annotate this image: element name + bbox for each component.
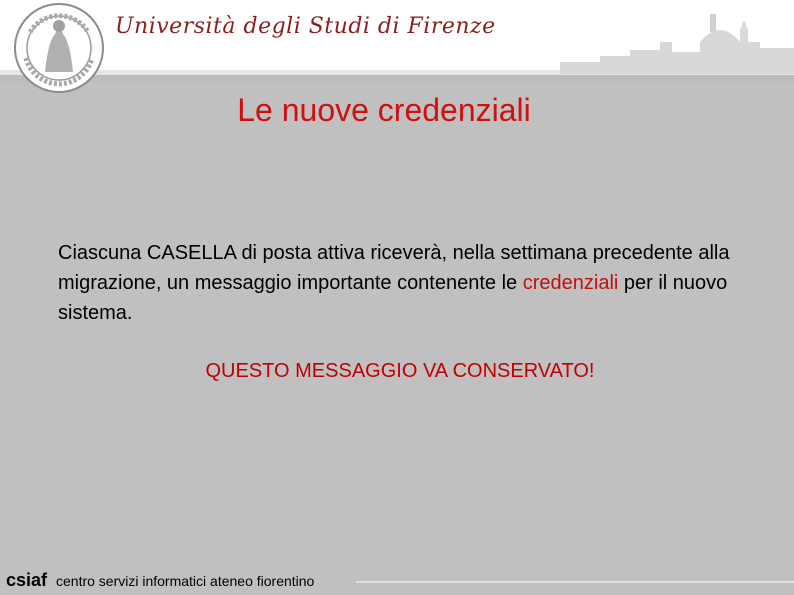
slide-title-wrap xyxy=(0,92,794,129)
footer-logo: csiaf xyxy=(6,570,48,590)
paragraph-part2: per il nuovo sistema. xyxy=(58,272,728,324)
university-name: Università degli Studi di Firenze xyxy=(115,14,496,39)
footer-text: centro servizi informatici ateneo fiorentino xyxy=(56,573,315,589)
slide-title: Le nuove credenziali xyxy=(237,92,531,128)
warning-text: QUESTO MESSAGGIO VA CONSERVATO! xyxy=(205,360,595,382)
footer xyxy=(6,570,794,592)
university-seal-icon xyxy=(10,2,108,96)
paragraph-part1: Ciascuna CASELLA di posta attiva riceverà, nella settimana precedente alla migrazione, un messaggio importante contenente le xyxy=(58,242,730,294)
footer-divider xyxy=(356,581,794,583)
paragraph-highlight: credenziali xyxy=(522,272,619,294)
florence-skyline-icon xyxy=(560,12,794,74)
body-paragraph xyxy=(58,238,758,328)
header-shadow-band xyxy=(0,75,794,82)
